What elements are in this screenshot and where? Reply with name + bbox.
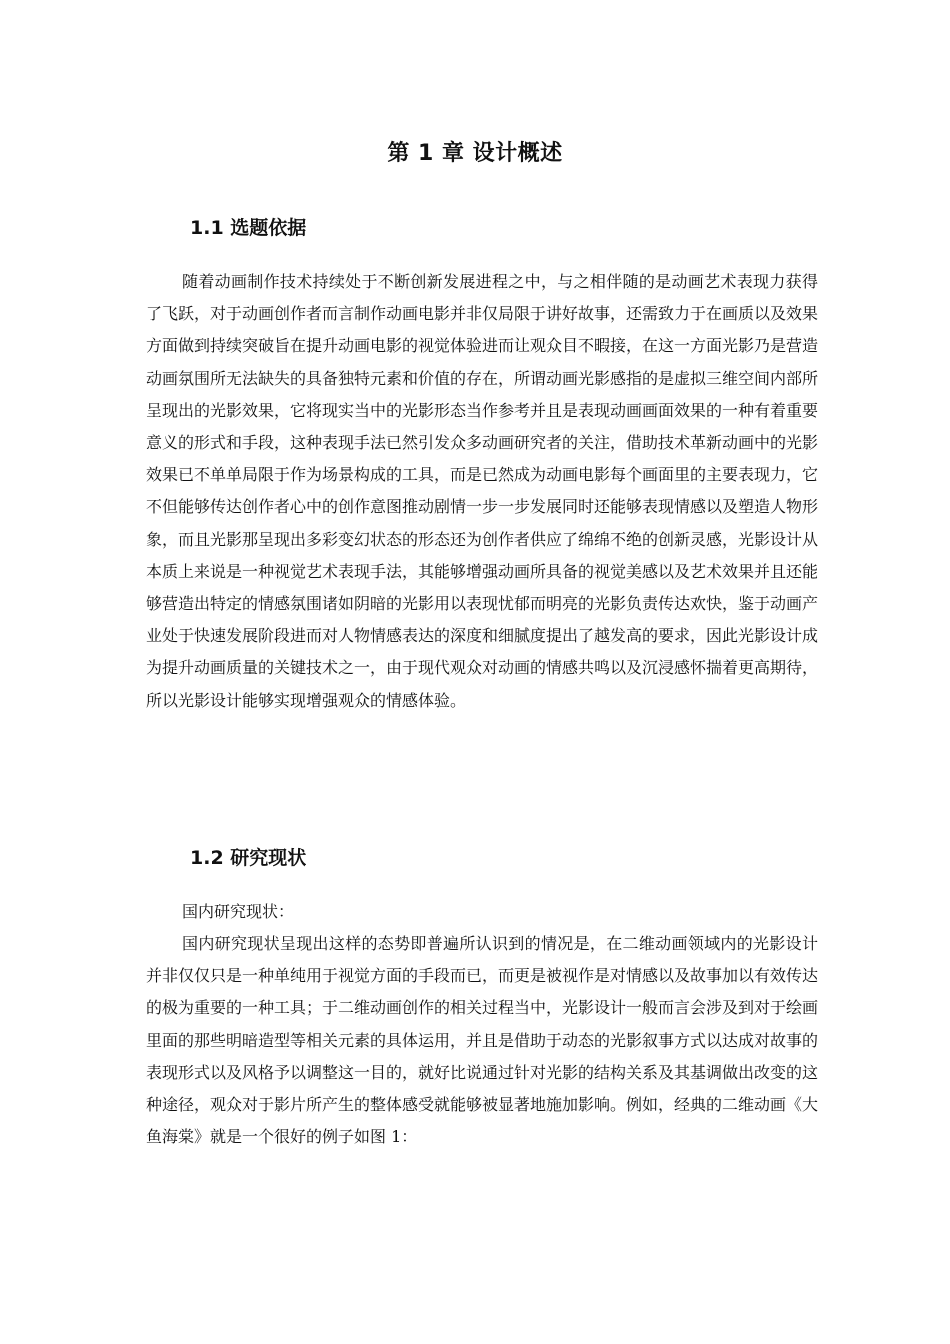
section-heading-1-2: 1.2 研究现状 [190, 847, 307, 869]
subsection-label: 国内研究现状： [182, 902, 295, 921]
section-heading-1-1: 1.1 选题依据 [190, 217, 307, 239]
body-paragraph: 国内研究现状呈现出这样的态势即普遍所认识到的情况是，在二维动画领域内的光影设计并非仅仅只是一种单纯用于视觉方面的手段而已，而更是被视作是对情感以及故事加以有效传达的极为重要的一种工具；于二维动画创作的相关过程当中，光影设计一般而言会涉及到对于绘画里面的那些明暗造型等相关元素的具体运用，并且是借助于动态的光影叙事方式以达成对故事的表现形式以及风格予以调整这一目的，就好比说通过针对光影的结构关系及其基调做出改变的这种途径，观众对于影片所产生的整体感受就能够被显著地施加影响。例如，经典的二维动画《大鱼海棠》就是一个很好的例子如图 1： [146, 934, 819, 1147]
chapter-title: 第 1 章 设计概述 [387, 141, 563, 166]
body-paragraph: 随着动画制作技术持续处于不断创新发展进程之中，与之相伴随的是动画艺术表现力获得了飞跃，对于动画创作者而言制作动画电影并非仅局限于讲好故事，还需致力于在画质以及效果方面做到持续突破旨在提升动画电影的视觉体验进而让观众目不暇接，在这一方面光影乃是营造动画氛围所无法缺失的具备独特元素和价值的存在，所谓动画光影感指的是虚拟三维空间内部所呈现出的光影效果，它将现实当中的光影形态当作参考并且是表现动画画面效果的一种有着重要意义的形式和手段，这种表现手法已然引发众多动画研究者的关注，借助技术革新动画中的光影效果已不单单局限于作为场景构成的工具，而是已然成为动画电影每个画面里的主要表现力，它不但能够传达创作者心中的创作意图推动剧情一步一步发展同时还能够表现情感以及塑造人物形象，而且光影那呈现出多彩变幻状态的形态还为创作者供应了绵绵不绝的创新灵感，光影设计从本质上来说是一种视觉艺术表现手法，其能够增强动画所具备的视觉美感以及艺术效果并且还能够营造出特定的情感氛围诸如阴暗的光影用以表现忧郁而明亮的光影负责传达欢快，鉴于动画产业处于快速发展阶段进而对人物情感表达的深度和细腻度提出了越发高的要求，因此光影设计成为提升动画质量的关键技术之一，由于现代观众对动画的情感共鸣以及沉浸感怀揣着更高期待，所以光影设计能够实现增强观众的情感体验。 [146, 272, 819, 710]
